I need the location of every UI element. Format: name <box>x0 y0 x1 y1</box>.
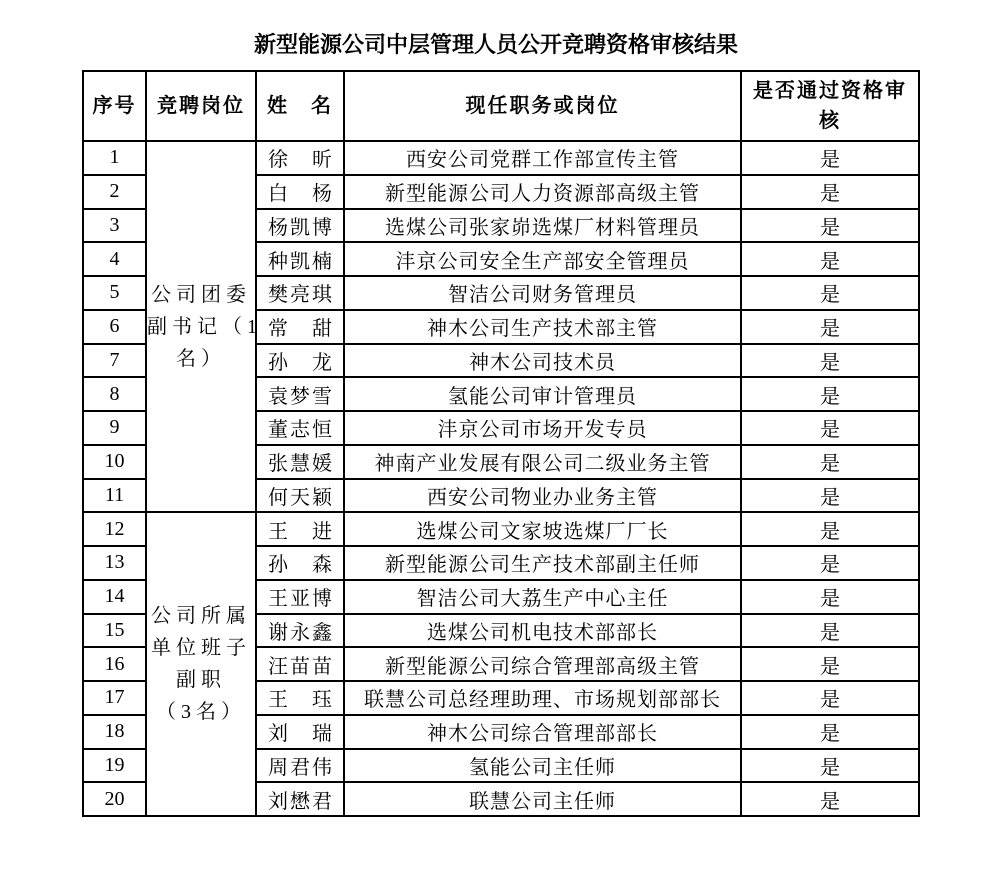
current-role-cell: 氢能公司审计管理员 <box>344 377 741 411</box>
header-position: 竞聘岗位 <box>146 71 256 141</box>
passed-cell: 是 <box>741 749 919 783</box>
header-row <box>83 71 919 141</box>
current-role-cell: 神木公司综合管理部部长 <box>344 715 741 749</box>
current-role-cell: 智洁公司财务管理员 <box>344 276 741 310</box>
position-line: 公司团委 <box>151 283 251 306</box>
position-line: 单位班子 <box>151 637 251 660</box>
serial-cell: 19 <box>83 749 146 783</box>
passed-cell: 是 <box>741 344 919 378</box>
serial-cell: 15 <box>83 614 146 648</box>
serial-cell: 13 <box>83 546 146 580</box>
position-line: 副职 <box>176 669 226 692</box>
name-cell: 王 珏 <box>256 681 344 715</box>
position-group-cell <box>146 141 262 512</box>
position-line: （3名） <box>156 701 246 724</box>
passed-cell: 是 <box>741 445 919 479</box>
serial-cell: 3 <box>83 209 146 243</box>
header-current-role: 现任职务或岗位 <box>344 71 741 141</box>
serial-cell: 16 <box>83 647 146 681</box>
current-role-cell: 智洁公司大荔生产中心主任 <box>344 580 741 614</box>
serial-cell: 17 <box>83 681 146 715</box>
name-cell: 王亚博 <box>256 580 344 614</box>
name-cell: 徐 昕 <box>256 141 344 175</box>
passed-cell: 是 <box>741 175 919 209</box>
header-passed: 是否通过资格审核 <box>741 71 919 141</box>
name-cell: 袁梦雪 <box>256 377 344 411</box>
passed-cell: 是 <box>741 276 919 310</box>
serial-cell: 6 <box>83 310 146 344</box>
current-role-cell: 选煤公司张家峁选煤厂材料管理员 <box>344 209 741 243</box>
passed-cell: 是 <box>741 377 919 411</box>
serial-cell: 12 <box>83 512 146 546</box>
name-cell: 常 甜 <box>256 310 344 344</box>
name-cell: 杨凯博 <box>256 209 344 243</box>
table-row <box>83 512 919 546</box>
name-cell: 汪苗苗 <box>256 647 344 681</box>
name-cell: 何天颖 <box>256 479 344 513</box>
passed-cell: 是 <box>741 546 919 580</box>
passed-cell: 是 <box>741 782 919 816</box>
current-role-cell: 选煤公司机电技术部部长 <box>344 614 741 648</box>
serial-cell: 1 <box>83 141 146 175</box>
passed-cell: 是 <box>741 512 919 546</box>
name-cell: 孙 龙 <box>256 344 344 378</box>
serial-cell: 20 <box>83 782 146 816</box>
serial-cell: 8 <box>83 377 146 411</box>
serial-cell: 9 <box>83 411 146 445</box>
current-role-cell: 新型能源公司综合管理部高级主管 <box>344 647 741 681</box>
current-role-cell: 氢能公司主任师 <box>344 749 741 783</box>
table-body <box>83 141 919 816</box>
serial-cell: 14 <box>83 580 146 614</box>
name-cell: 刘 瑞 <box>256 715 344 749</box>
serial-cell: 10 <box>83 445 146 479</box>
header-serial: 序号 <box>83 71 146 141</box>
name-cell: 樊亮琪 <box>256 276 344 310</box>
current-role-cell: 沣京公司安全生产部安全管理员 <box>344 242 741 276</box>
page-title: 新型能源公司中层管理人员公开竞聘资格审核结果 <box>253 32 738 57</box>
passed-cell: 是 <box>741 715 919 749</box>
position-group-cell <box>146 512 256 816</box>
current-role-cell: 神木公司生产技术部主管 <box>344 310 741 344</box>
serial-cell: 7 <box>83 344 146 378</box>
current-role-cell: 西安公司物业办业务主管 <box>344 479 741 513</box>
name-cell: 孙 森 <box>256 546 344 580</box>
current-role-cell: 联慧公司总经理助理、市场规划部部长 <box>344 681 741 715</box>
table-row <box>83 141 919 175</box>
current-role-cell: 联慧公司主任师 <box>344 782 741 816</box>
passed-cell: 是 <box>741 310 919 344</box>
passed-cell: 是 <box>741 647 919 681</box>
passed-cell: 是 <box>741 242 919 276</box>
serial-cell: 11 <box>83 479 146 513</box>
current-role-cell: 沣京公司市场开发专员 <box>344 411 741 445</box>
passed-cell: 是 <box>741 614 919 648</box>
qualification-review-table <box>82 70 920 817</box>
passed-cell: 是 <box>741 580 919 614</box>
header-name: 姓 名 <box>256 71 344 141</box>
serial-cell: 18 <box>83 715 146 749</box>
name-cell: 白 杨 <box>256 175 344 209</box>
name-cell: 刘懋君 <box>256 782 344 816</box>
passed-cell: 是 <box>741 479 919 513</box>
serial-cell: 4 <box>83 242 146 276</box>
current-role-cell: 新型能源公司生产技术部副主任师 <box>344 546 741 580</box>
current-role-cell: 神木公司技术员 <box>344 344 741 378</box>
name-cell: 张慧媛 <box>256 445 344 479</box>
name-cell: 王 进 <box>256 512 344 546</box>
serial-cell: 2 <box>83 175 146 209</box>
serial-cell: 5 <box>83 276 146 310</box>
current-role-cell: 神南产业发展有限公司二级业务主管 <box>344 445 741 479</box>
position-line: 公司所属 <box>151 605 251 628</box>
current-role-cell: 新型能源公司人力资源部高级主管 <box>344 175 741 209</box>
position-line: 副书记（1 <box>147 315 262 338</box>
name-cell: 董志恒 <box>256 411 344 445</box>
position-line: 名） <box>176 347 226 370</box>
passed-cell: 是 <box>741 411 919 445</box>
current-role-cell: 选煤公司文家坡选煤厂厂长 <box>344 512 741 546</box>
passed-cell: 是 <box>741 209 919 243</box>
table-header <box>83 71 919 141</box>
name-cell: 谢永鑫 <box>256 614 344 648</box>
name-cell: 种凯楠 <box>256 242 344 276</box>
current-role-cell: 西安公司党群工作部宣传主管 <box>344 141 741 175</box>
name-cell: 周君伟 <box>256 749 344 783</box>
passed-cell: 是 <box>741 141 919 175</box>
passed-cell: 是 <box>741 681 919 715</box>
